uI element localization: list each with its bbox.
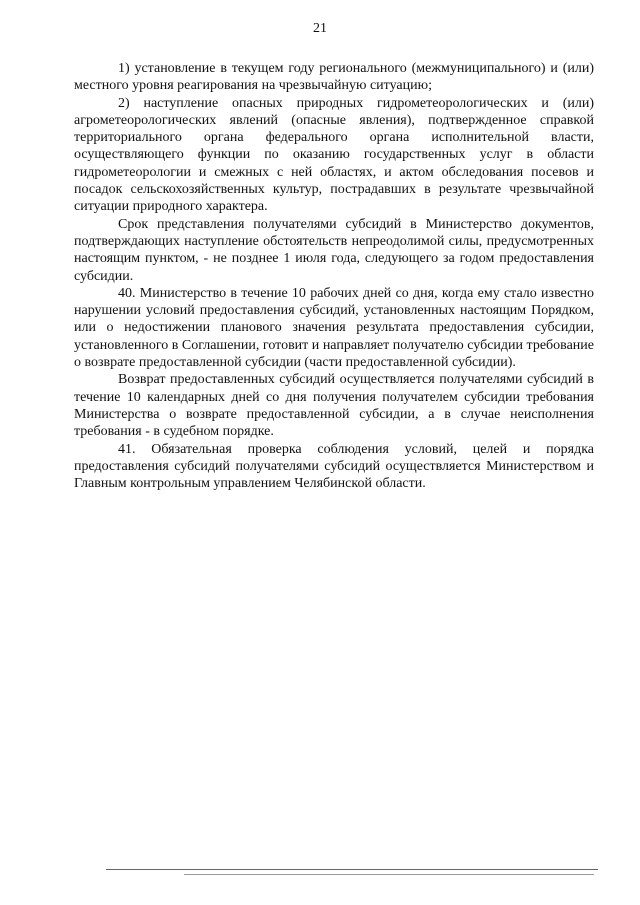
paragraph-41: 41. Обязательная проверка соблюдения условий, целей и порядка предоставления субсидий получателями субсидий осуществляется Министерством и Главным контрольным управлением Челябинской области. [74,441,594,492]
paragraph-deadline: Срок представления получателями субсидий в Министерство документов, подтверждающих наступление обстоятельств непреодолимой силы, предусмотренных настоящим пунктом, - не позднее 1 июля года, следующего за годом предоставления субсидии. [74,216,594,284]
paragraph-item-2: 2) наступление опасных природных гидрометеорологических и (или) агрометеорологических явлений (опасные явления), подтвержденное справкой территориального органа федерального органа исполнительной власти, осуществляющего функции по оказанию государственных услуг в области гидрометеорологии и смежных с ней областях, и актом обследования посевов и посадок сельскохозяйственных культур, пострадавших в результате чрезвычайной ситуации природного характера. [74,95,594,215]
page-number: 21 [313,21,327,36]
paragraph-40: 40. Министерство в течение 10 рабочих дней со дня, когда ему стало известно нарушении условий предоставления субсидий, установленных настоящим Порядком, или о недостижении планового значения результата предоставления субсидии, установленного в Соглашении, готовит и направляет получателю субсидии требование о возврате предоставленной субсидии (части предоставленной субсидии). [74,285,594,371]
document-body [74,60,594,492]
paragraph-item-1: 1) установление в текущем году регионального (межмуниципального) и (или) местного уровня реагирования на чрезвычайную ситуацию; [74,61,594,94]
footer-divider-secondary [184,874,594,875]
paragraph-refund: Возврат предоставленных субсидий осуществляется получателями субсидий в течение 10 календарных дней со дня получения получателем субсидии требования Министерства о возврате предоставленной субсидии, а в случае неисполнения требования - в судебном порядке. [74,372,594,440]
footer-divider [106,869,598,870]
